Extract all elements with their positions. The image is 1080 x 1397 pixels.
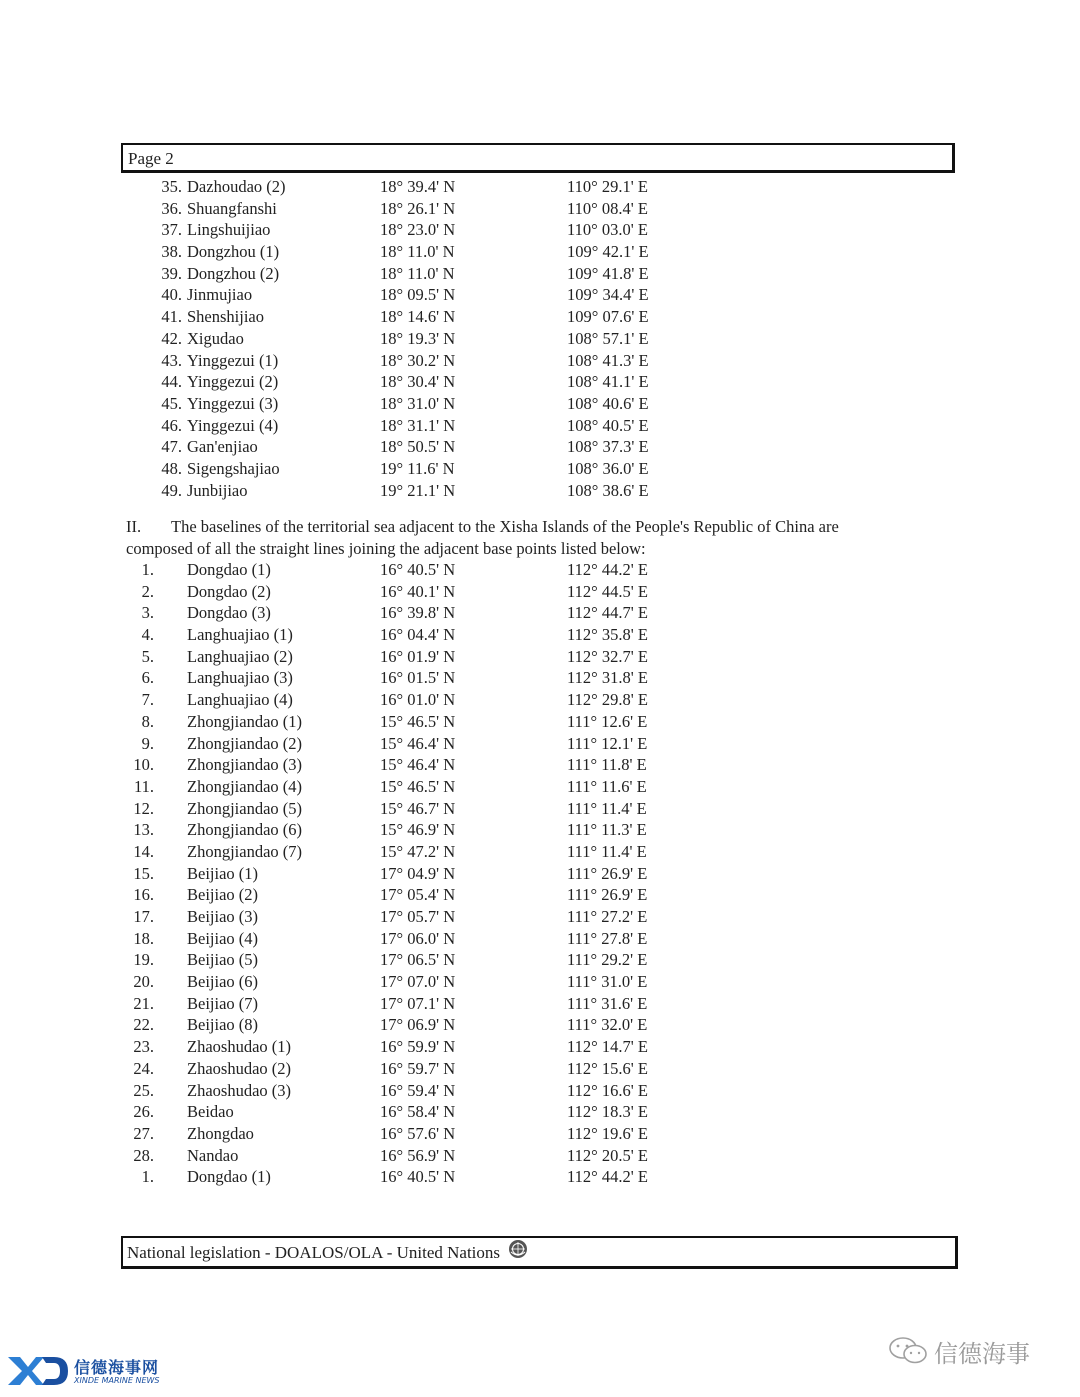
un-emblem-icon bbox=[508, 1239, 528, 1269]
basepoint-number: 44. bbox=[161, 372, 182, 392]
basepoint-latitude: 15° 46.7' N bbox=[380, 798, 456, 818]
basepoint-number: 41. bbox=[161, 307, 182, 327]
basepoint-number: 22. bbox=[133, 1015, 154, 1035]
basepoint-row bbox=[0, 1123, 1080, 1145]
basepoint-longitude: 109° 07.6' E bbox=[567, 307, 649, 327]
basepoint-latitude: 18° 31.0' N bbox=[380, 393, 456, 413]
logo-english-text: XINDE MARINE NEWS bbox=[74, 1376, 160, 1385]
basepoint-row bbox=[0, 949, 1080, 971]
basepoint-name: Zhongjiandao (2) bbox=[187, 733, 303, 753]
basepoint-latitude: 15° 46.4' N bbox=[380, 733, 456, 753]
basepoint-latitude: 17° 07.0' N bbox=[380, 972, 456, 992]
basepoint-name: Zhongjiandao (3) bbox=[187, 755, 303, 775]
basepoint-name: Dongdao (1) bbox=[187, 1167, 271, 1187]
basepoint-row bbox=[0, 1014, 1080, 1036]
basepoint-name: Dongdao (3) bbox=[187, 603, 271, 623]
basepoint-name: Yinggezui (4) bbox=[187, 415, 279, 435]
basepoint-number: 18. bbox=[133, 928, 154, 948]
basepoint-row bbox=[0, 624, 1080, 646]
section1-basepoint-list bbox=[0, 176, 1080, 501]
basepoint-latitude: 17° 05.7' N bbox=[380, 907, 456, 926]
basepoint-number: 21. bbox=[133, 993, 154, 1013]
basepoint-row bbox=[0, 906, 1080, 928]
basepoint-row bbox=[0, 559, 1080, 581]
section2-numeral: II. bbox=[126, 517, 142, 536]
basepoint-row bbox=[0, 241, 1080, 263]
basepoint-row bbox=[0, 776, 1080, 798]
basepoint-latitude: 18° 26.1' N bbox=[380, 198, 456, 218]
section2-text-line2: composed of all the straight lines joining the adjacent base points listed below: bbox=[126, 538, 646, 558]
basepoint-longitude: 111° 27.2' E bbox=[567, 907, 648, 926]
basepoint-latitude: 18° 11.0' N bbox=[380, 263, 455, 283]
basepoint-latitude: 15° 46.9' N bbox=[380, 820, 456, 840]
basepoint-latitude: 16° 01.5' N bbox=[380, 668, 456, 688]
basepoint-latitude: 19° 21.1' N bbox=[380, 480, 456, 500]
basepoint-row bbox=[0, 328, 1080, 350]
basepoint-longitude: 108° 37.3' E bbox=[567, 437, 649, 457]
basepoint-longitude: 111° 26.9' E bbox=[567, 863, 648, 883]
basepoint-name: Junbijiao bbox=[187, 480, 248, 500]
basepoint-number: 8. bbox=[141, 711, 154, 731]
basepoint-longitude: 112° 19.6' E bbox=[567, 1123, 648, 1143]
basepoint-latitude: 17° 06.0' N bbox=[380, 928, 456, 948]
basepoint-latitude: 19° 11.6' N bbox=[380, 458, 455, 478]
basepoint-name: Gan'enjiao bbox=[187, 437, 258, 457]
basepoint-longitude: 109° 34.4' E bbox=[567, 285, 649, 305]
basepoint-name: Langhuajiao (1) bbox=[187, 625, 293, 645]
basepoint-longitude: 112° 18.3' E bbox=[567, 1102, 648, 1122]
basepoint-row bbox=[0, 1145, 1080, 1167]
basepoint-name: Beijiao (1) bbox=[187, 863, 259, 883]
basepoint-latitude: 17° 06.5' N bbox=[380, 950, 456, 970]
basepoint-name: Dongzhou (1) bbox=[187, 242, 280, 262]
basepoint-name: Beijiao (8) bbox=[187, 1015, 259, 1035]
basepoint-longitude: 111° 11.4' E bbox=[567, 798, 647, 818]
basepoint-longitude: 108° 40.6' E bbox=[567, 393, 649, 413]
basepoint-longitude: 108° 41.1' E bbox=[567, 372, 649, 392]
basepoint-longitude: 112° 35.8' E bbox=[567, 625, 648, 645]
basepoint-row bbox=[0, 458, 1080, 480]
basepoint-longitude: 112° 31.8' E bbox=[567, 668, 648, 688]
basepoint-row bbox=[0, 754, 1080, 776]
basepoint-row bbox=[0, 971, 1080, 993]
basepoint-latitude: 18° 31.1' N bbox=[380, 415, 456, 435]
basepoint-latitude: 16° 58.4' N bbox=[380, 1102, 456, 1122]
basepoint-name: Xigudao bbox=[187, 328, 244, 348]
basepoint-longitude: 112° 44.7' E bbox=[567, 603, 648, 623]
basepoint-name: Beijiao (4) bbox=[187, 928, 259, 948]
basepoint-latitude: 18° 30.4' N bbox=[380, 372, 456, 392]
basepoint-latitude: 16° 40.5' N bbox=[380, 1167, 456, 1187]
basepoint-number: 48. bbox=[161, 458, 182, 478]
basepoint-name: Zhongjiandao (7) bbox=[187, 841, 303, 861]
basepoint-number: 24. bbox=[133, 1058, 154, 1078]
page-number-label: Page 2 bbox=[128, 149, 174, 168]
basepoint-longitude: 112° 16.6' E bbox=[567, 1080, 648, 1100]
basepoint-number: 14. bbox=[133, 841, 154, 861]
basepoint-number: 4. bbox=[141, 625, 154, 645]
basepoint-latitude: 16° 01.9' N bbox=[380, 646, 456, 666]
basepoint-longitude: 111° 11.6' E bbox=[567, 776, 647, 796]
basepoint-latitude: 15° 46.5' N bbox=[380, 776, 456, 796]
basepoint-name: Zhongjiandao (4) bbox=[187, 776, 303, 796]
basepoint-number: 42. bbox=[161, 328, 182, 348]
basepoint-number: 39. bbox=[161, 263, 182, 283]
basepoint-number: 1. bbox=[141, 560, 154, 579]
basepoint-longitude: 111° 11.8' E bbox=[567, 755, 647, 775]
basepoint-longitude: 111° 31.0' E bbox=[567, 972, 648, 992]
basepoint-name: Dazhoudao (2) bbox=[187, 177, 286, 196]
basepoint-row bbox=[0, 263, 1080, 285]
basepoint-number: 10. bbox=[133, 755, 154, 775]
basepoint-row bbox=[0, 928, 1080, 950]
basepoint-name: Dongdao (1) bbox=[187, 560, 271, 579]
basepoint-longitude: 111° 31.6' E bbox=[567, 993, 648, 1013]
basepoint-number: 5. bbox=[141, 646, 154, 666]
basepoint-latitude: 16° 40.1' N bbox=[380, 581, 456, 601]
basepoint-name: Sigengshajiao bbox=[187, 458, 280, 478]
page-footer-box bbox=[121, 1236, 958, 1269]
footer-text: National legislation - DOALOS/OLA - United Nations bbox=[127, 1243, 501, 1262]
basepoint-longitude: 111° 29.2' E bbox=[567, 950, 648, 970]
basepoint-name: Dongdao (2) bbox=[187, 581, 271, 601]
basepoint-number: 37. bbox=[161, 220, 182, 240]
basepoint-row bbox=[0, 581, 1080, 603]
logo-chinese-text: 信德海事网 bbox=[74, 1358, 160, 1377]
basepoint-longitude: 108° 38.6' E bbox=[567, 480, 649, 500]
basepoint-row bbox=[0, 841, 1080, 863]
basepoint-longitude: 108° 36.0' E bbox=[567, 458, 649, 478]
basepoint-number: 12. bbox=[133, 798, 154, 818]
basepoint-name: Zhaoshudao (3) bbox=[187, 1080, 292, 1100]
basepoint-row bbox=[0, 819, 1080, 841]
basepoint-longitude: 112° 44.5' E bbox=[567, 581, 648, 601]
section2-intro-paragraph bbox=[126, 516, 926, 559]
basepoint-row bbox=[0, 667, 1080, 689]
basepoint-row bbox=[0, 1036, 1080, 1058]
basepoint-latitude: 18° 30.2' N bbox=[380, 350, 456, 370]
basepoint-longitude: 112° 32.7' E bbox=[567, 646, 648, 666]
basepoint-row bbox=[0, 1058, 1080, 1080]
basepoint-row bbox=[0, 1080, 1080, 1102]
basepoint-longitude: 110° 08.4' E bbox=[567, 198, 648, 218]
basepoint-longitude: 111° 12.1' E bbox=[567, 733, 648, 753]
basepoint-name: Beijiao (6) bbox=[187, 972, 259, 992]
basepoint-number: 47. bbox=[161, 437, 182, 457]
basepoint-name: Yinggezui (3) bbox=[187, 393, 279, 413]
basepoint-row bbox=[0, 1166, 1080, 1188]
basepoint-name: Yinggezui (1) bbox=[187, 350, 279, 370]
basepoint-latitude: 16° 04.4' N bbox=[380, 625, 456, 645]
basepoint-number: 1. bbox=[141, 1167, 154, 1187]
basepoint-number: 2. bbox=[141, 581, 154, 601]
basepoint-number: 3. bbox=[141, 603, 154, 623]
basepoint-name: Langhuajiao (4) bbox=[187, 690, 293, 710]
basepoint-name: Yinggezui (2) bbox=[187, 372, 279, 392]
basepoint-latitude: 16° 59.9' N bbox=[380, 1037, 456, 1057]
basepoint-row bbox=[0, 1101, 1080, 1123]
basepoint-latitude: 16° 39.8' N bbox=[380, 603, 456, 623]
basepoint-number: 20. bbox=[133, 972, 154, 992]
basepoint-longitude: 111° 27.8' E bbox=[567, 928, 648, 948]
basepoint-longitude: 109° 42.1' E bbox=[567, 242, 649, 262]
basepoint-longitude: 112° 15.6' E bbox=[567, 1058, 648, 1078]
basepoint-number: 15. bbox=[133, 863, 154, 883]
basepoint-latitude: 16° 59.4' N bbox=[380, 1080, 456, 1100]
basepoint-number: 40. bbox=[161, 285, 182, 305]
basepoint-latitude: 16° 56.9' N bbox=[380, 1145, 456, 1165]
wechat-icon bbox=[888, 1336, 930, 1371]
basepoint-latitude: 16° 40.5' N bbox=[380, 560, 456, 579]
basepoint-longitude: 108° 41.3' E bbox=[567, 350, 649, 370]
basepoint-row bbox=[0, 176, 1080, 198]
basepoint-row bbox=[0, 884, 1080, 906]
basepoint-number: 19. bbox=[133, 950, 154, 970]
basepoint-number: 45. bbox=[161, 393, 182, 413]
basepoint-latitude: 18° 23.0' N bbox=[380, 220, 456, 240]
basepoint-latitude: 16° 57.6' N bbox=[380, 1123, 456, 1143]
basepoint-name: Beijiao (2) bbox=[187, 885, 259, 905]
basepoint-number: 23. bbox=[133, 1037, 154, 1057]
basepoint-longitude: 112° 14.7' E bbox=[567, 1037, 648, 1057]
basepoint-number: 26. bbox=[133, 1102, 154, 1122]
basepoint-longitude: 110° 03.0' E bbox=[567, 220, 648, 240]
basepoint-number: 9. bbox=[141, 733, 154, 753]
basepoint-number: 38. bbox=[161, 242, 182, 262]
basepoint-name: Nandao bbox=[187, 1145, 239, 1165]
basepoint-row bbox=[0, 284, 1080, 306]
basepoint-row bbox=[0, 798, 1080, 820]
basepoint-name: Zhongjiandao (5) bbox=[187, 798, 303, 818]
basepoint-longitude: 111° 11.4' E bbox=[567, 841, 647, 861]
basepoint-number: 36. bbox=[161, 198, 182, 218]
basepoint-number: 27. bbox=[133, 1123, 154, 1143]
basepoint-name: Beijiao (5) bbox=[187, 950, 259, 970]
basepoint-longitude: 112° 29.8' E bbox=[567, 690, 648, 710]
page-header-box bbox=[121, 143, 955, 173]
basepoint-name: Zhaoshudao (2) bbox=[187, 1058, 292, 1078]
basepoint-longitude: 111° 12.6' E bbox=[567, 711, 648, 731]
basepoint-longitude: 109° 41.8' E bbox=[567, 263, 649, 283]
basepoint-name: Langhuajiao (3) bbox=[187, 668, 293, 688]
basepoint-number: 46. bbox=[161, 415, 182, 435]
basepoint-name: Jinmujiao bbox=[187, 285, 253, 305]
basepoint-row bbox=[0, 306, 1080, 328]
basepoint-latitude: 18° 11.0' N bbox=[380, 242, 455, 262]
xinde-logo bbox=[6, 1353, 166, 1389]
basepoint-name: Zhaoshudao (1) bbox=[187, 1037, 292, 1057]
basepoint-name: Dongzhou (2) bbox=[187, 263, 280, 283]
basepoint-longitude: 112° 44.2' E bbox=[567, 560, 648, 579]
basepoint-row bbox=[0, 436, 1080, 458]
basepoint-latitude: 15° 47.2' N bbox=[380, 841, 456, 861]
basepoint-number: 13. bbox=[133, 820, 154, 840]
basepoint-number: 7. bbox=[141, 690, 154, 710]
basepoint-longitude: 108° 40.5' E bbox=[567, 415, 649, 435]
basepoint-row bbox=[0, 646, 1080, 668]
basepoint-latitude: 18° 50.5' N bbox=[380, 437, 456, 457]
basepoint-latitude: 18° 09.5' N bbox=[380, 285, 456, 305]
basepoint-latitude: 17° 04.9' N bbox=[380, 863, 456, 883]
basepoint-longitude: 112° 44.2' E bbox=[567, 1167, 648, 1187]
basepoint-longitude: 111° 11.3' E bbox=[567, 820, 647, 840]
section2-basepoint-list bbox=[0, 559, 1080, 1188]
basepoint-number: 25. bbox=[133, 1080, 154, 1100]
basepoint-number: 35. bbox=[161, 177, 182, 196]
basepoint-row bbox=[0, 198, 1080, 220]
basepoint-latitude: 17° 05.4' N bbox=[380, 885, 456, 905]
basepoint-row bbox=[0, 415, 1080, 437]
basepoint-name: Lingshuijiao bbox=[187, 220, 271, 240]
basepoint-longitude: 112° 20.5' E bbox=[567, 1145, 648, 1165]
basepoint-name: Shuangfanshi bbox=[187, 198, 277, 218]
basepoint-row bbox=[0, 371, 1080, 393]
basepoint-latitude: 16° 59.7' N bbox=[380, 1058, 456, 1078]
basepoint-number: 11. bbox=[133, 776, 154, 796]
basepoint-name: Shenshijiao bbox=[187, 307, 264, 327]
basepoint-name: Zhongjiandao (1) bbox=[187, 711, 303, 731]
basepoint-number: 16. bbox=[133, 885, 154, 905]
basepoint-row bbox=[0, 711, 1080, 733]
basepoint-row bbox=[0, 863, 1080, 885]
basepoint-latitude: 16° 01.0' N bbox=[380, 690, 456, 710]
basepoint-latitude: 18° 14.6' N bbox=[380, 307, 456, 327]
basepoint-longitude: 111° 32.0' E bbox=[567, 1015, 648, 1035]
basepoint-row bbox=[0, 480, 1080, 502]
basepoint-name: Beijiao (3) bbox=[187, 907, 259, 926]
basepoint-name: Zhongdao bbox=[187, 1123, 254, 1143]
basepoint-name: Beijiao (7) bbox=[187, 993, 259, 1013]
basepoint-number: 49. bbox=[161, 480, 182, 500]
basepoint-latitude: 18° 19.3' N bbox=[380, 328, 456, 348]
basepoint-row bbox=[0, 602, 1080, 624]
wechat-watermark bbox=[888, 1330, 1068, 1370]
basepoint-name: Zhongjiandao (6) bbox=[187, 820, 303, 840]
basepoint-row bbox=[0, 393, 1080, 415]
basepoint-longitude: 110° 29.1' E bbox=[567, 177, 648, 196]
watermark-text: 信德海事 bbox=[934, 1340, 1030, 1368]
basepoint-number: 17. bbox=[133, 907, 154, 926]
basepoint-name: Beidao bbox=[187, 1102, 234, 1122]
basepoint-latitude: 17° 07.1' N bbox=[380, 993, 456, 1013]
basepoint-row bbox=[0, 689, 1080, 711]
xd-logo-icon bbox=[6, 1353, 70, 1392]
basepoint-row bbox=[0, 733, 1080, 755]
basepoint-name: Langhuajiao (2) bbox=[187, 646, 293, 666]
basepoint-number: 28. bbox=[133, 1145, 154, 1165]
section2-text-line1: The baselines of the territorial sea adjacent to the Xisha Islands of the People's Republic of China are bbox=[171, 517, 839, 536]
basepoint-latitude: 17° 06.9' N bbox=[380, 1015, 456, 1035]
basepoint-number: 6. bbox=[141, 668, 154, 688]
basepoint-longitude: 111° 26.9' E bbox=[567, 885, 648, 905]
basepoint-number: 43. bbox=[161, 350, 182, 370]
basepoint-row bbox=[0, 219, 1080, 241]
basepoint-row bbox=[0, 993, 1080, 1015]
basepoint-longitude: 108° 57.1' E bbox=[567, 328, 649, 348]
basepoint-latitude: 15° 46.5' N bbox=[380, 711, 456, 731]
basepoint-latitude: 18° 39.4' N bbox=[380, 177, 456, 196]
basepoint-row bbox=[0, 350, 1080, 372]
basepoint-latitude: 15° 46.4' N bbox=[380, 755, 456, 775]
